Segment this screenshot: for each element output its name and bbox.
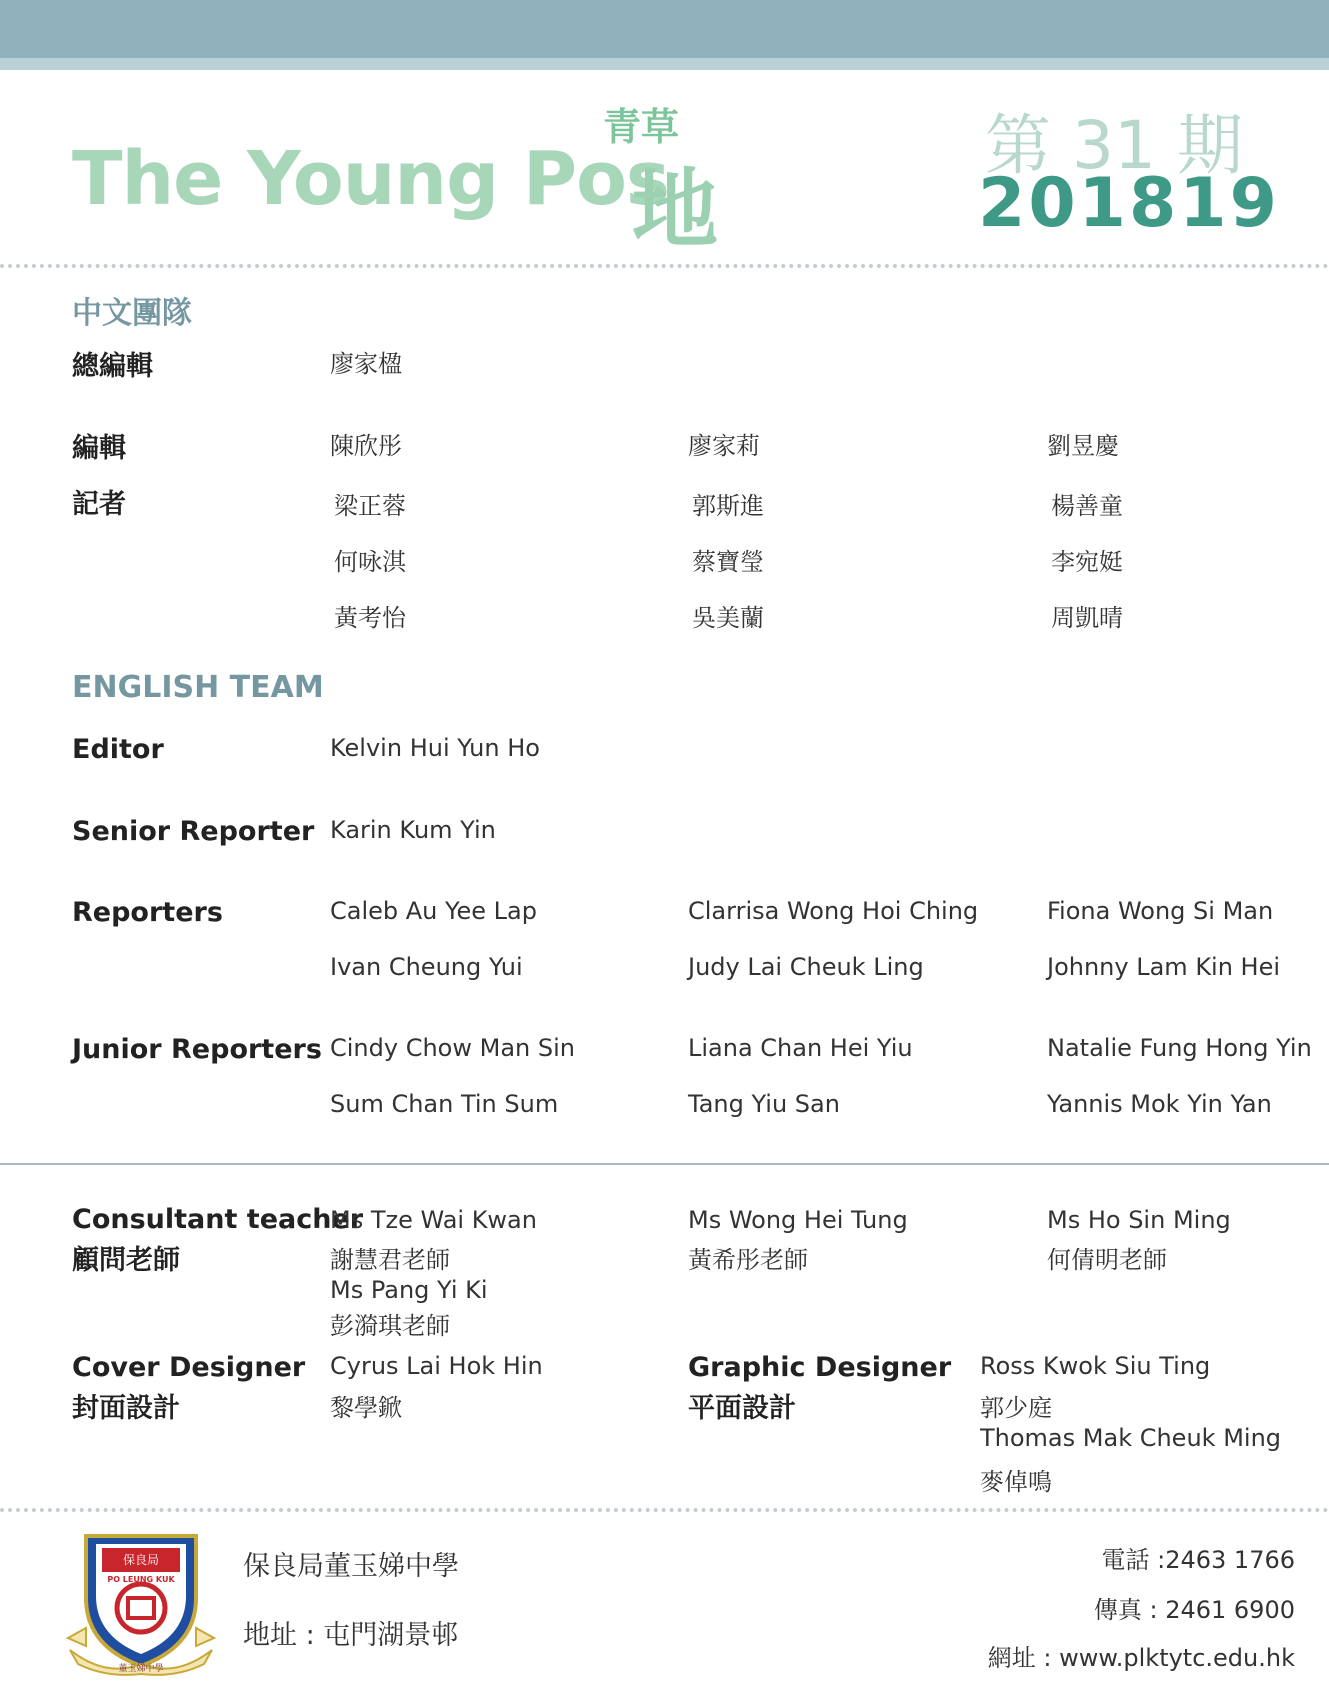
crest-top-text: 保良局: [122, 1553, 160, 1567]
chinese-team-heading: 中文團隊: [72, 296, 192, 331]
school-website[interactable]: 網址 : www.plktytc.edu.hk: [987, 1644, 1295, 1672]
senior-reporter-name: Karin Kum Yin: [330, 816, 496, 844]
top-banner: [0, 0, 1329, 58]
cover-designer-label-cn: 封面設計: [72, 1393, 180, 1424]
consultant-name-en: Ms Pang Yi Ki: [330, 1276, 488, 1304]
cn-reporter-name: 郭斯進: [692, 492, 764, 520]
divider-dotted-bottom: [0, 1508, 1329, 1512]
school-address: 地址 : 屯門湖景邨: [243, 1620, 459, 1651]
graphic-designer-name-en: Thomas Mak Cheuk Ming: [980, 1424, 1282, 1452]
school-fax: 傳真 : 2461 6900: [1093, 1596, 1295, 1624]
cn-reporter-name: 楊善童: [1051, 492, 1123, 520]
cover-designer-name-cn: 黎學鍁: [330, 1394, 402, 1422]
chief-editor-name: 廖家楹: [330, 350, 402, 378]
junior-reporter-name: Natalie Fung Hong Yin: [1047, 1034, 1312, 1062]
consultant-name-cn: 彭漪琪老師: [330, 1312, 450, 1340]
divider-dotted-top: [0, 264, 1329, 268]
graphic-designer-name-cn: 郭少庭: [980, 1394, 1052, 1422]
cn-reporter-name: 吳美蘭: [692, 604, 764, 632]
cn-reporters-label: 記者: [72, 489, 126, 520]
school-phone: 電話 :2463 1766: [1101, 1546, 1295, 1574]
crest-mid-text: PO LEUNG KUK: [107, 1575, 175, 1584]
en-reporter-name: Caleb Au Yee Lap: [330, 897, 537, 925]
junior-reporter-name: Tang Yiu San: [688, 1090, 840, 1118]
issue-number: 201819: [978, 164, 1280, 243]
en-reporter-name: Judy Lai Cheuk Ling: [688, 953, 924, 981]
graphic-designer-label-cn: 平面設計: [688, 1393, 796, 1424]
editors-label: 編輯: [72, 433, 126, 464]
senior-reporter-label: Senior Reporter: [72, 816, 315, 847]
editor-name: 劉昱慶: [1047, 432, 1119, 460]
en-reporter-name: Ivan Cheung Yui: [330, 953, 523, 981]
cn-reporter-name: 黃考怡: [334, 604, 406, 632]
en-reporter-name: Johnny Lam Kin Hei: [1047, 953, 1281, 981]
issue-label: 第 31 期: [985, 107, 1243, 184]
editor-name: 陳欣彤: [330, 432, 402, 460]
consultant-name-cn: 何倩明老師: [1047, 1246, 1167, 1274]
consultant-label-en: Consultant teacher: [72, 1204, 364, 1235]
junior-reporter-name: Sum Chan Tin Sum: [330, 1090, 559, 1118]
crest-ribbon-text: 董玉娣中學: [118, 1664, 164, 1674]
cn-reporter-name: 周凱晴: [1051, 604, 1123, 632]
en-reporter-name: Fiona Wong Si Man: [1047, 897, 1274, 925]
top-banner-stripe: [0, 58, 1329, 70]
consultant-name-cn: 黃希彤老師: [688, 1246, 808, 1274]
cover-designer-label-en: Cover Designer: [72, 1352, 306, 1383]
consultant-name-en: Ms Tze Wai Kwan: [330, 1206, 537, 1234]
consultant-label-cn: 顧問老師: [72, 1245, 180, 1276]
school-crest-icon: [66, 1528, 216, 1678]
cn-reporter-name: 何咏淇: [334, 548, 406, 576]
graphic-designer-label-en: Graphic Designer: [688, 1352, 952, 1383]
consultant-name-en: Ms Ho Sin Ming: [1047, 1206, 1231, 1234]
junior-reporter-name: Liana Chan Hei Yiu: [688, 1034, 913, 1062]
logo-title: The Young Pos: [72, 136, 669, 222]
cn-reporter-name: 梁正蓉: [334, 492, 406, 520]
graphic-designer-name-cn: 麥倬鳴: [980, 1468, 1052, 1496]
cn-reporter-name: 李宛娗: [1051, 548, 1123, 576]
editor-label: Editor: [72, 734, 164, 765]
en-reporters-label: Reporters: [72, 897, 223, 928]
divider-solid: [0, 1163, 1329, 1165]
graphic-designer-name-en: Ross Kwok Siu Ting: [980, 1352, 1211, 1380]
junior-reporter-name: Cindy Chow Man Sin: [330, 1034, 575, 1062]
cn-reporter-name: 蔡寶瑩: [692, 548, 764, 576]
logo-cn-small: 青草: [603, 105, 680, 149]
editor-name: 廖家莉: [688, 432, 760, 460]
consultant-name-cn: 謝慧君老師: [330, 1246, 450, 1274]
editor-name: Kelvin Hui Yun Ho: [330, 734, 540, 762]
consultant-name-en: Ms Wong Hei Tung: [688, 1206, 908, 1234]
cover-designer-name-en: Cyrus Lai Hok Hin: [330, 1352, 543, 1380]
english-team-heading: ENGLISH TEAM: [72, 670, 324, 705]
en-reporter-name: Clarrisa Wong Hoi Ching: [688, 897, 979, 925]
chief-editor-label: 總編輯: [72, 351, 153, 382]
logo-cn-big: 地: [632, 160, 718, 260]
junior-reporter-name: Yannis Mok Yin Yan: [1047, 1090, 1272, 1118]
school-name: 保良局董玉娣中學: [243, 1551, 459, 1582]
junior-reporters-label: Junior Reporters: [72, 1034, 322, 1065]
